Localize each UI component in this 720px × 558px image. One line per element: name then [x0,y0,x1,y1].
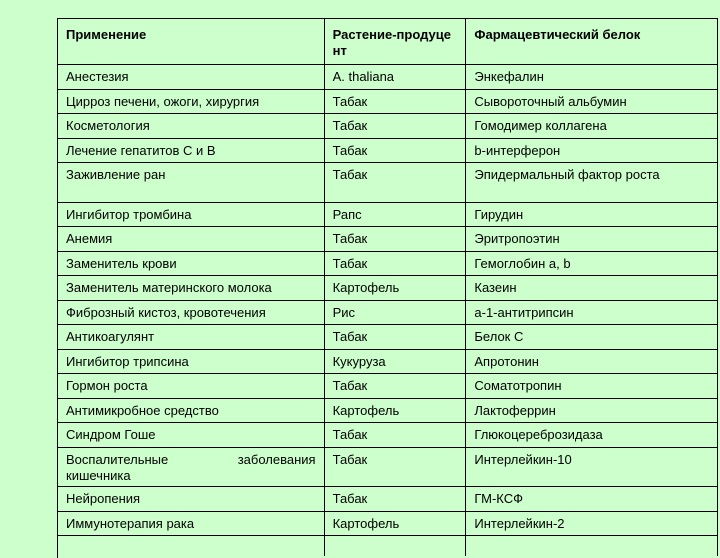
cell-plant: Табак [325,163,467,202]
cell-protein: Интерлейкин-10 [466,448,718,486]
table-row [58,276,718,301]
cell-protein: b-интерферон [466,139,718,162]
cell-protein: Эритропоэтин [466,227,718,251]
protein-table [57,18,718,558]
cell-application: Заменитель материнского молока [58,276,325,300]
cell-protein: Гирудин [466,203,718,226]
table-row [58,487,718,512]
cell-application: Ингибитор трипсина [58,350,325,373]
cell-application: Синдром Гоше [58,423,325,447]
cell-application: Анемия [58,227,325,251]
table-row [58,114,718,139]
cell-application: Ингибитор тромбина [58,203,325,226]
cell-plant: Картофель [325,512,467,535]
cell-plant [325,536,467,556]
cell-protein: Гемоглобин а, b [466,252,718,275]
table-row [58,227,718,252]
cell-plant: Табак [325,325,467,349]
header-plant-producer: Растение-продуцент [325,19,467,64]
cell-plant: Табак [325,487,467,511]
cell-plant: Картофель [325,276,467,300]
cell-plant: A. thaliana [325,65,467,89]
cell-plant: Табак [325,448,467,486]
table-row [58,139,718,163]
cell-protein [466,536,718,556]
cell-protein: Глюкоцереброзидаза [466,423,718,447]
cell-application: Антикоагулянт [58,325,325,349]
cell-plant: Табак [325,139,467,162]
table-row [58,90,718,114]
cell-application: Лечение гепатитов С и В [58,139,325,162]
cell-application: Косметология [58,114,325,138]
table-row [58,399,718,423]
cell-protein: Лактоферрин [466,399,718,422]
cell-protein: Апротонин [466,350,718,373]
table-row [58,423,718,448]
cell-application: Заживление ран [58,163,325,202]
cell-application: Цирроз печени, ожоги, хирургия [58,90,325,113]
table-row [58,163,718,203]
cell-protein: Соматотропин [466,374,718,398]
cell-application: Антимикробное средство [58,399,325,422]
header-application: Применение [58,19,325,64]
cell-plant: Табак [325,114,467,138]
cell-application: Воспалительные заболевания кишечника [58,448,325,486]
cell-protein: Гомодимер коллагена [466,114,718,138]
cell-plant: Табак [325,423,467,447]
table-row [58,448,718,487]
table-row [58,203,718,227]
table-row [58,350,718,374]
table-row [58,65,718,90]
table-row [58,301,718,325]
cell-plant: Рис [325,301,467,324]
header-pharma-protein: Фармацевтический белок [466,19,718,64]
cell-protein: Энкефалин [466,65,718,89]
table-row [58,536,718,556]
cell-plant: Табак [325,374,467,398]
cell-plant: Табак [325,90,467,113]
cell-plant: Табак [325,227,467,251]
cell-plant: Картофель [325,399,467,422]
table-row [58,374,718,399]
cell-application: Гормон роста [58,374,325,398]
cell-protein: Сывороточный альбумин [466,90,718,113]
cell-application: Иммунотерапия рака [58,512,325,535]
cell-plant: Рапс [325,203,467,226]
cell-protein: Белок С [466,325,718,349]
cell-application: Фиброзный кистоз, кровотечения [58,301,325,324]
table-row [58,252,718,276]
cell-protein: Казеин [466,276,718,300]
table-header-row [58,19,718,65]
cell-protein: Интерлейкин-2 [466,512,718,535]
cell-protein: ГМ-КСФ [466,487,718,511]
cell-application: Заменитель крови [58,252,325,275]
cell-protein: а-1-антитрипсин [466,301,718,324]
table-row [58,325,718,350]
table-row [58,512,718,536]
cell-application: Нейропения [58,487,325,511]
cell-plant: Кукуруза [325,350,467,373]
cell-application [58,536,325,556]
cell-plant: Табак [325,252,467,275]
cell-application: Анестезия [58,65,325,89]
cell-protein: Эпидермальный фактор роста [466,163,718,202]
